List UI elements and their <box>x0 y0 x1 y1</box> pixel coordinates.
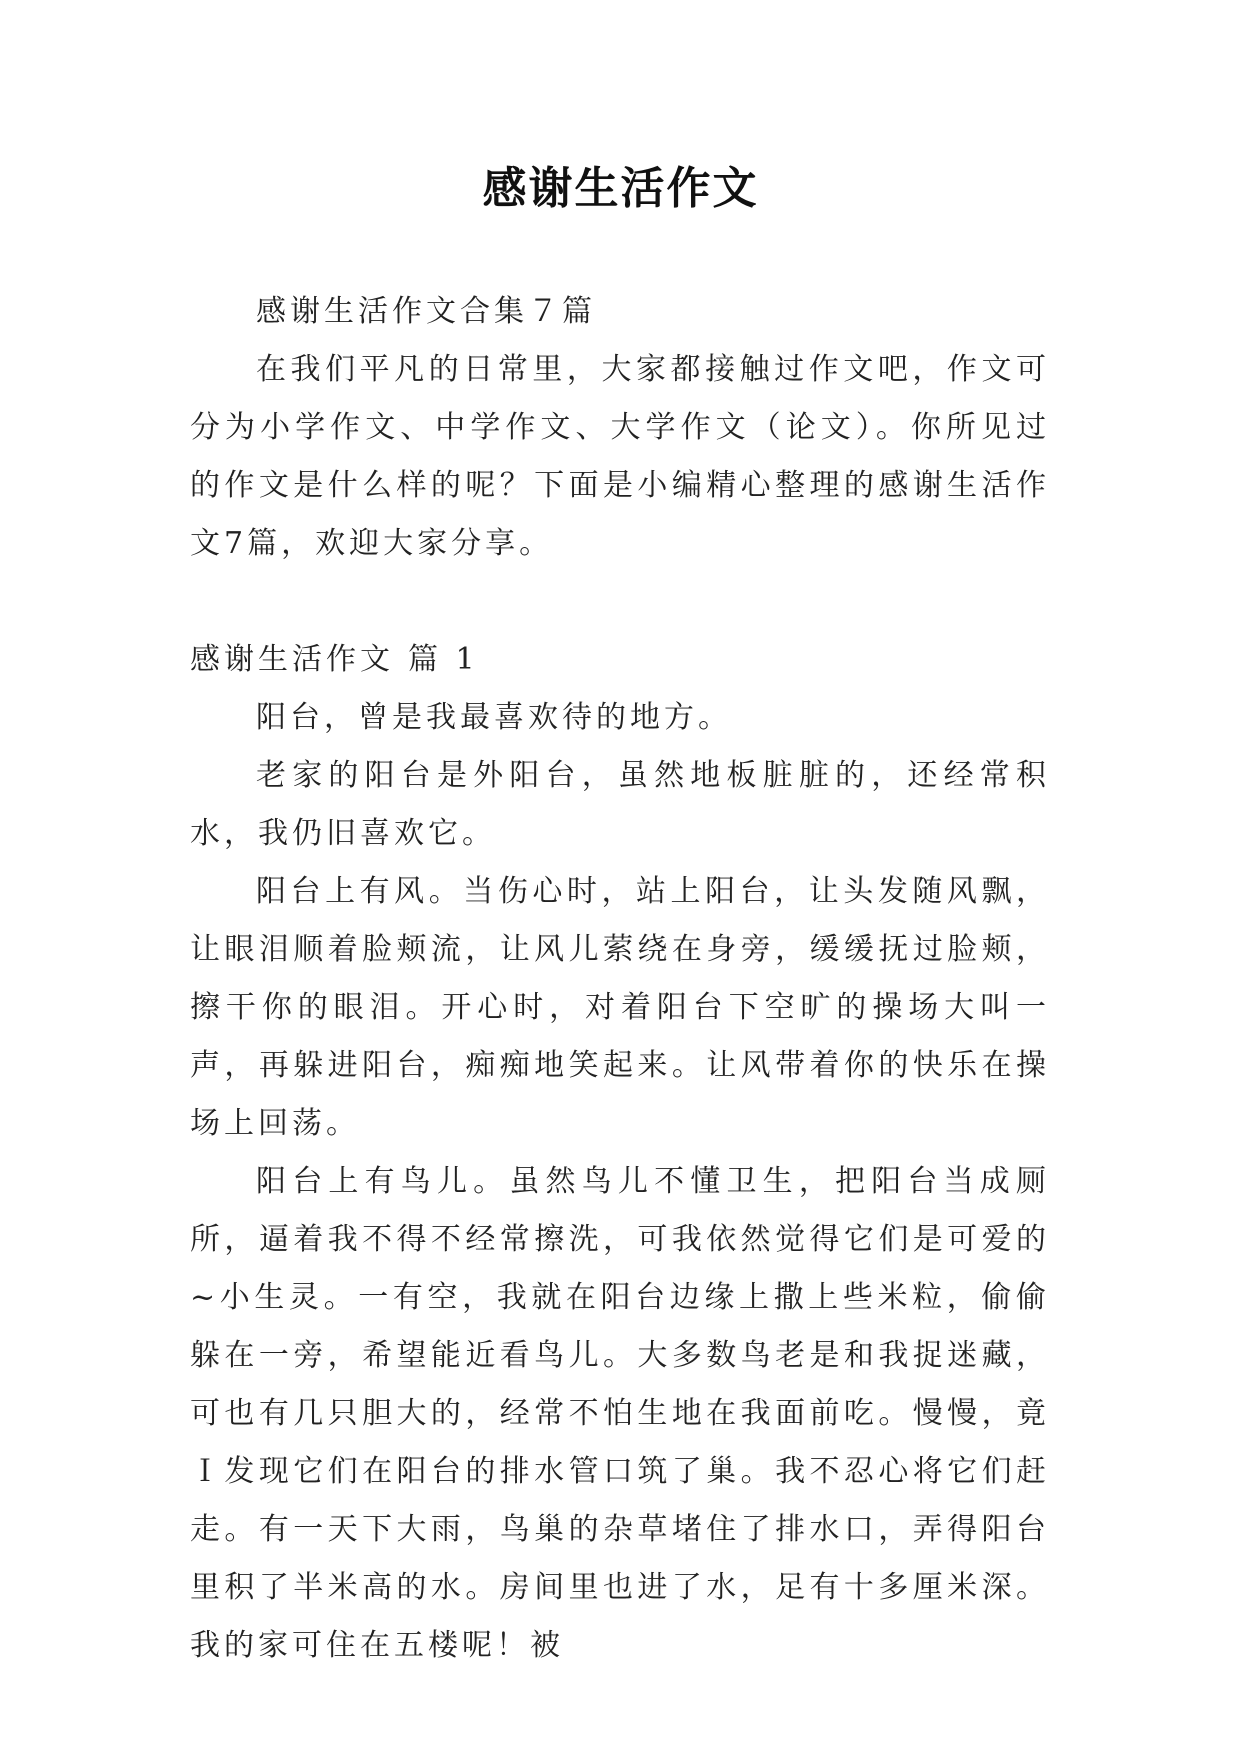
section-spacer <box>190 573 1050 631</box>
section-paragraph: 老家的阳台是外阳台，虽然地板脏脏的，还经常积水，我仍旧喜欢它。 <box>190 758 1050 851</box>
section-heading-title: 感谢生活作文 <box>190 642 394 677</box>
section-heading-number: 篇 1 <box>408 642 479 677</box>
section-paragraph: 阳台上有风。当伤心时，站上阳台，让头发随风飘，让眼泪顺着脸颊流，让风儿萦绕在身旁，缓缓抚过脸颊，擦干你的眼泪。开心时，对着阳台下空旷的操场大叫一声，再躲进阳台，痴痴地笑起来。让风带着你的快乐在操场上回荡。 <box>190 874 1050 1141</box>
document-body <box>190 283 1050 1675</box>
section-paragraph: 阳台上有鸟儿。虽然鸟儿不懂卫生，把阳台当成厕所，逼着我不得不经常擦洗，可我依然觉得它们是可爱的~小生灵。一有空，我就在阳台边缘上撒上些米粒，偷偷躲在一旁，希望能近看鸟儿。大多数鸟老是和我捉迷藏，可也有几只胆大的，经常不怕生地在我面前吃。慢慢，竟Ｉ发现它们在阳台的排水管口筑了巢。我不忍心将它们赶走。有一天下大雨，鸟巢的杂草堵住了排水口，弄得阳台里积了半米高的水。房间里也进了水，足有十多厘米深。我的家可住在五楼呢！被 <box>190 1164 1050 1663</box>
intro-paragraph: 在我们平凡的日常里，大家都接触过作文吧，作文可分为小学作文、中学作文、大学作文（论文）。你所见过的作文是什么样的呢？下面是小编精心整理的感谢生活作文7篇，欢迎大家分享。 <box>190 352 1050 561</box>
page-title: 感谢生活作文 <box>482 163 759 214</box>
section-paragraph: 阳台，曾是我最喜欢待的地方。 <box>256 700 732 735</box>
section-heading <box>190 631 1050 689</box>
intro-subtitle: 感谢生活作文合集７篇 <box>256 294 596 329</box>
